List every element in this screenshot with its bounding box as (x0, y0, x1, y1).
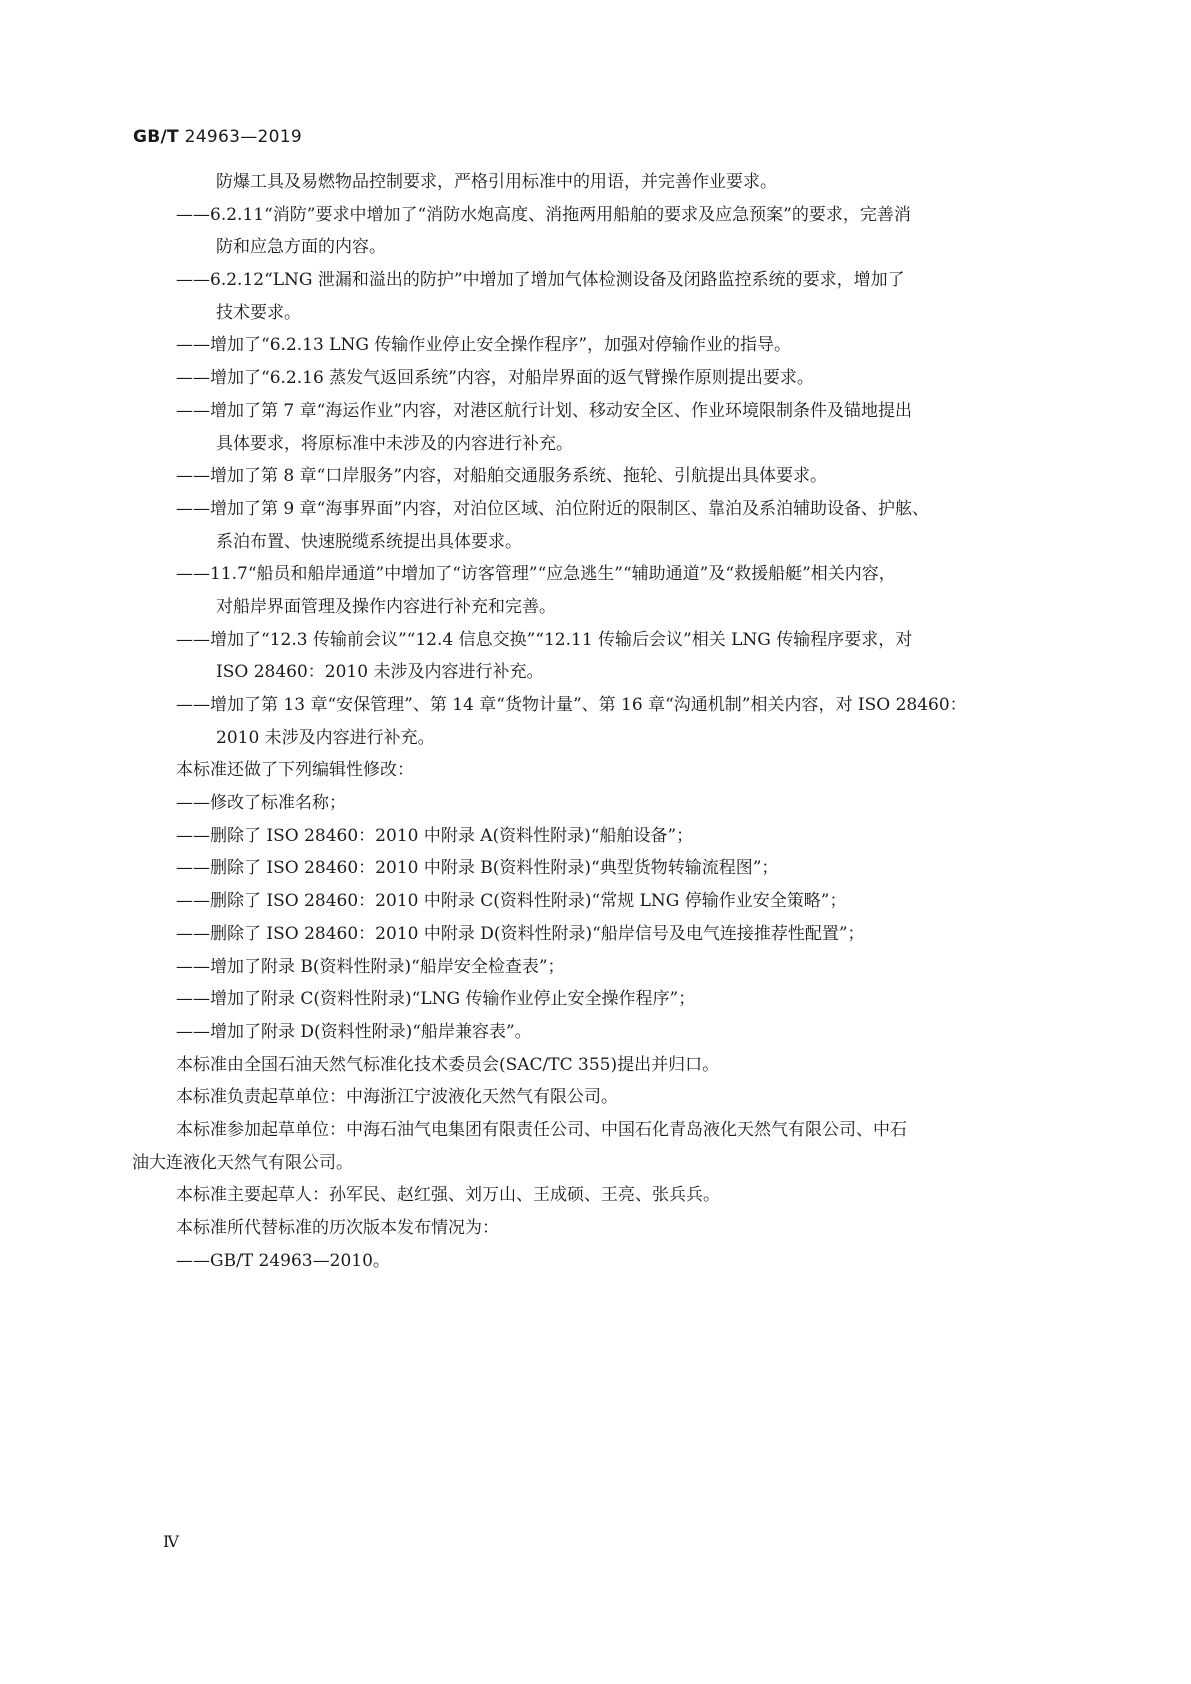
list-item: ——增加了附录 D(资料性附录)“船岸兼容表”。 (176, 1021, 532, 1042)
paragraph-continuation: 油大连液化天然气有限公司。 (132, 1152, 353, 1173)
list-item: ——删除了 ISO 28460：2010 中附录 C(资料性附录)“常规 LNG 停输作业安全策略”； (176, 891, 847, 912)
list-item: ——增加了附录 C(资料性附录)“LNG 传输作业停止安全操作程序”； (176, 989, 696, 1010)
list-item: ——6.2.12“LNG 泄漏和溢出的防护”中增加了增加气体检测设备及闭路监控系统的要求，增加了 (176, 270, 905, 291)
paragraph: 本标准所代替标准的历次版本发布情况为： (176, 1218, 499, 1238)
continuation-line: 对船岸界面管理及操作内容进行补充和完善。 (216, 596, 556, 617)
list-item: ——增加了附录 B(资料性附录)“船岸安全检查表”； (176, 956, 565, 977)
list-item: ——增加了“12.3 传输前会议”“12.4 信息交换”“12.11 传输后会议”相关 LNG 传输程序要求，对 (176, 629, 913, 650)
paragraph: 本标准主要起草人：孙军民、赵红强、刘万山、王成硕、王亮、张兵兵。 (176, 1185, 720, 1206)
paragraph: 本标准还做了下列编辑性修改： (176, 760, 414, 781)
list-item: ——增加了“6.2.16 蒸发气返回系统”内容，对船岸界面的返气臂操作原则提出要求。 (176, 368, 814, 389)
paragraph: 本标准参加起草单位：中海石油气电集团有限责任公司、中国石化青岛液化天然气有限公司、中石 (176, 1119, 907, 1140)
continuation-line: 防和应急方面的内容。 (216, 237, 386, 258)
paragraph: 本标准负责起草单位：中海浙江宁波液化天然气有限公司。 (176, 1087, 618, 1108)
paragraph: 本标准由全国石油天然气标准化技术委员会(SAC/TC 355)提出并归口。 (176, 1054, 720, 1075)
page-number: Ⅳ (163, 1532, 179, 1551)
document-body (132, 166, 1060, 1277)
standard-header (133, 127, 302, 147)
continuation-line: 技术要求。 (216, 302, 301, 323)
list-item: ——增加了第 9 章“海事界面”内容，对泊位区域、泊位附近的限制区、靠泊及系泊辅助设备、护舷、 (176, 498, 930, 519)
list-item: ——增加了第 13 章“安保管理”、第 14 章“货物计量”、第 16 章“沟通机制”相关内容，对 ISO 28460： (176, 695, 967, 715)
continuation-line: 2010 未涉及内容进行补充。 (216, 727, 435, 748)
standard-prefix: GB/T (133, 127, 179, 147)
list-item: ——增加了“6.2.13 LNG 传输作业停止安全操作程序”，加强对停输作业的指导。 (176, 335, 792, 356)
continuation-line: 具体要求，将原标准中未涉及的内容进行补充。 (216, 433, 573, 454)
continuation-line: ISO 28460：2010 未涉及内容进行补充。 (216, 662, 544, 683)
list-item: ——删除了 ISO 28460：2010 中附录 B(资料性附录)“典型货物转输流程图”； (176, 858, 779, 879)
list-item: ——增加了第 7 章“海运作业”内容，对港区航行计划、移动安全区、作业环境限制条件及锚地提出 (176, 400, 913, 421)
list-item: ——增加了第 8 章“口岸服务”内容，对船舶交通服务系统、拖轮、引航提出具体要求。 (176, 466, 828, 487)
continuation-line: 防爆工具及易燃物品控制要求，严格引用标准中的用语，并完善作业要求。 (216, 172, 777, 192)
list-item: ——6.2.11“消防”要求中增加了“消防水炮高度、消拖两用船舶的要求及应急预案”的要求，完善消 (176, 204, 911, 225)
continuation-line: 系泊布置、快速脱缆系统提出具体要求。 (216, 531, 522, 552)
list-item: ——GB/T 24963—2010。 (176, 1250, 390, 1271)
list-item: ——11.7“船员和船岸通道”中增加了“访客管理”“应急逃生”“辅助通道”及“救援船艇”相关内容， (176, 564, 896, 585)
standard-number: 24963—2019 (184, 127, 302, 147)
list-item: ——删除了 ISO 28460：2010 中附录 D(资料性附录)“船岸信号及电气连接推荐性配置”； (176, 923, 865, 944)
list-item: ——删除了 ISO 28460：2010 中附录 A(资料性附录)“船舶设备”； (176, 825, 694, 846)
list-item: ——修改了标准名称； (176, 793, 346, 814)
